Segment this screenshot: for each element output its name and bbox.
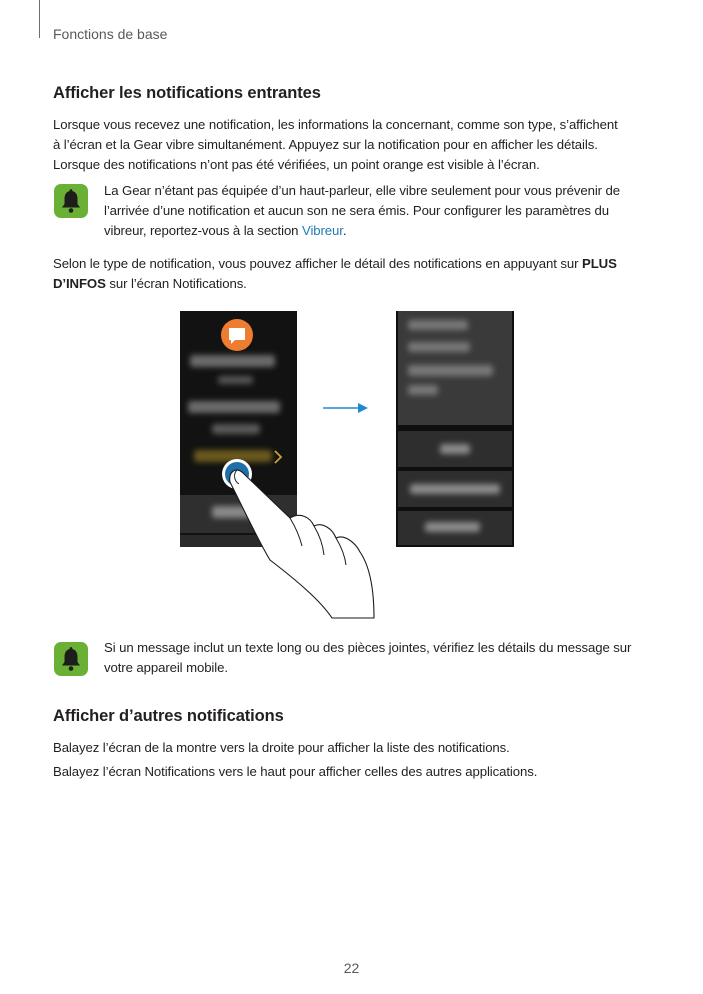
chat-bubble-icon	[221, 319, 253, 351]
text-line: Lorsque vous recevez une notification, les informations la concernant, comme son type, s’affichent	[53, 117, 618, 132]
text-fragment: Selon le type de notification, vous pouvez afficher le détail des notifications en appuyant sur	[53, 256, 582, 271]
text-line: La Gear n’étant pas équipée d’un haut-parleur, elle vibre seulement pour vous prévenir de	[104, 183, 621, 198]
watch-screen-details	[396, 311, 514, 547]
section-title-other: Afficher d’autres notifications	[53, 707, 284, 725]
action-bar	[180, 495, 297, 533]
text-fragment: .	[342, 223, 347, 238]
text-line	[104, 221, 664, 241]
text-line	[53, 254, 653, 274]
screen-bg	[396, 311, 514, 547]
option-row	[398, 471, 512, 507]
intro-paragraph	[53, 115, 653, 175]
text-fragment: vibreur, reportez-vous à la section	[104, 223, 302, 238]
section-title-incoming: Afficher les notifications entrantes	[53, 84, 321, 102]
text-line: Si un message inclut un texte long ou des pièces jointes, vérifiez les détails du message sur	[104, 640, 632, 655]
text-line	[53, 274, 653, 294]
option-row	[398, 431, 512, 467]
watch-screen-notification	[180, 311, 297, 547]
text-line: votre appareil mobile.	[104, 660, 228, 675]
header-rule	[39, 0, 40, 38]
blurred-content	[188, 355, 280, 518]
bell-icon	[54, 642, 88, 676]
page-number: 22	[343, 960, 360, 976]
bell-icon	[54, 184, 88, 218]
note-long-message	[104, 638, 664, 678]
note-icon	[54, 184, 88, 218]
bold-term: D’INFOS	[53, 276, 106, 291]
option-row	[398, 511, 512, 545]
blurred-content	[410, 444, 500, 532]
other-paragraph-1: Balayez l’écran de la montre vers la droite pour afficher la liste des notifications.	[53, 740, 510, 755]
action-bar	[180, 535, 297, 547]
vibreur-link[interactable]: Vibreur	[301, 223, 343, 238]
note-speaker	[104, 181, 664, 241]
running-header: Fonctions de base	[53, 26, 168, 42]
tap-finger-icon	[222, 459, 374, 618]
bold-term: PLUS	[582, 256, 617, 271]
screen-bg	[180, 311, 297, 547]
chevron-right-icon	[275, 451, 281, 463]
text-line: Lorsque des notifications n’ont pas été vérifiées, un point orange est visible à l’écran.	[53, 157, 540, 172]
note-icon	[54, 642, 88, 676]
arrow-right-icon	[323, 403, 368, 413]
blurred-content	[408, 320, 493, 395]
message-panel	[398, 311, 512, 425]
text-fragment: sur l’écran Notifications.	[105, 276, 247, 291]
text-line: l’arrivée d’une notification et aucun son ne sera émis. Pour configurer les paramètres du	[104, 203, 609, 218]
text-line: à l’écran et la Gear vibre simultanément. Appuyez sur la notification pour en afficher les détails.	[53, 137, 598, 152]
other-paragraph-2: Balayez l’écran Notifications vers le haut pour afficher celles des autres applications.	[53, 764, 538, 779]
more-info-paragraph	[53, 254, 653, 294]
